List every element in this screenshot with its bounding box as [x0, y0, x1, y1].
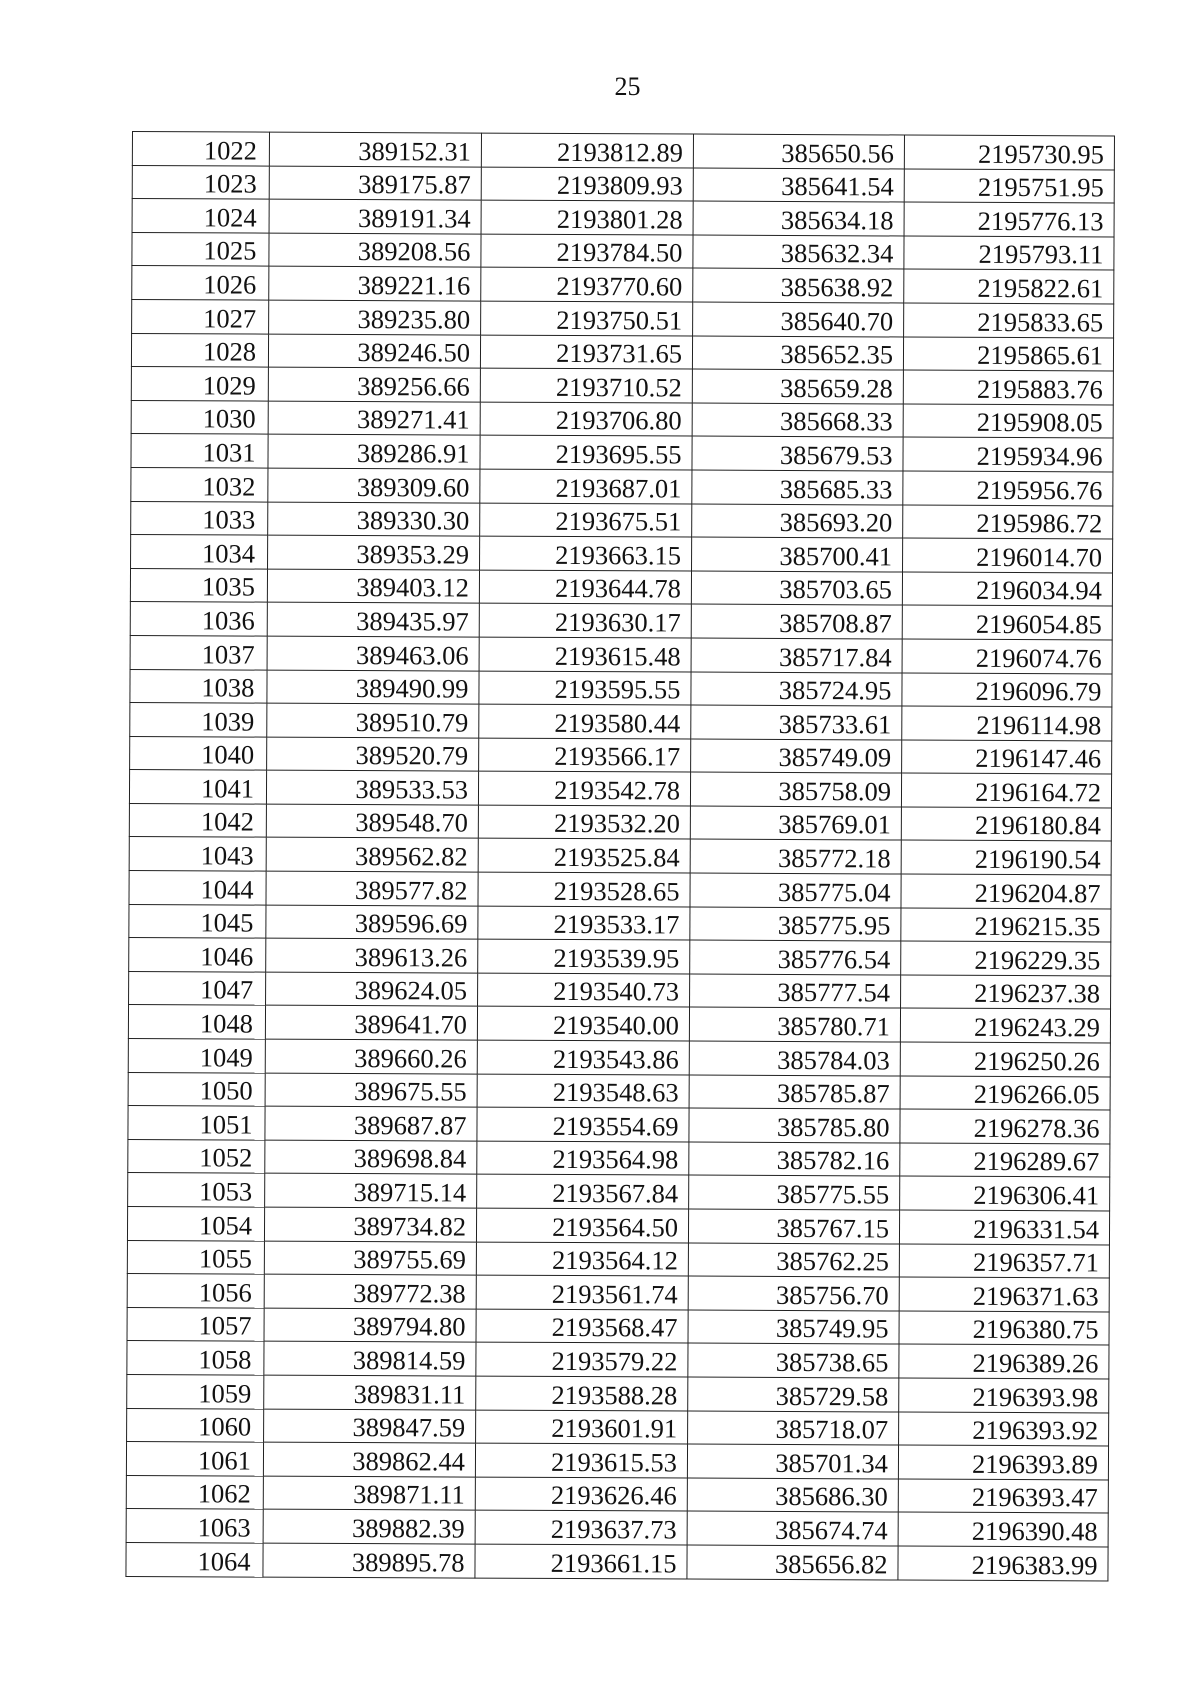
table-row [129, 971, 1111, 1009]
table-row [131, 501, 1113, 539]
x2-cell: 385780.71 [689, 1007, 900, 1042]
y1-cell: 2193564.98 [477, 1141, 689, 1176]
x2-cell: 385640.70 [693, 302, 904, 337]
table-row [131, 367, 1113, 405]
y1-cell: 2193566.17 [479, 738, 691, 773]
x1-cell: 389510.79 [267, 703, 479, 738]
x1-cell: 389871.11 [263, 1476, 475, 1511]
y2-cell: 2196237.38 [901, 975, 1111, 1010]
table-row [128, 1106, 1110, 1144]
table-row [129, 803, 1111, 841]
x2-cell: 385703.65 [691, 571, 902, 606]
x2-cell: 385749.95 [688, 1310, 899, 1345]
point-number-cell: 1064 [126, 1542, 263, 1576]
x2-cell: 385767.15 [688, 1209, 899, 1244]
point-number-cell: 1058 [127, 1341, 264, 1375]
x1-cell: 389862.44 [263, 1442, 475, 1477]
y2-cell: 2196289.67 [900, 1143, 1110, 1178]
x2-cell: 385638.92 [693, 268, 904, 303]
x1-cell: 389435.97 [267, 602, 479, 637]
x1-cell: 389490.99 [267, 670, 479, 705]
y2-cell: 2196096.79 [902, 672, 1112, 707]
y2-cell: 2195934.96 [903, 437, 1113, 472]
table-row [128, 1139, 1110, 1177]
table-row [129, 938, 1111, 976]
y2-cell: 2196371.63 [899, 1277, 1109, 1312]
y1-cell: 2193532.20 [478, 805, 690, 840]
table-row [127, 1206, 1109, 1244]
point-number-cell: 1041 [129, 770, 266, 804]
y1-cell: 2193615.48 [479, 637, 691, 672]
table-row [130, 602, 1112, 640]
table-row [131, 400, 1113, 438]
y2-cell: 2196164.72 [901, 773, 1111, 808]
point-number-cell: 1057 [127, 1307, 264, 1341]
table-row [126, 1475, 1108, 1513]
point-number-cell: 1038 [130, 669, 267, 703]
y1-cell: 2193615.53 [475, 1443, 687, 1478]
y1-cell: 2193564.50 [476, 1208, 688, 1243]
y1-cell: 2193533.17 [478, 906, 690, 941]
x2-cell: 385784.03 [689, 1041, 900, 1076]
point-number-cell: 1044 [129, 871, 266, 905]
y2-cell: 2196383.99 [898, 1546, 1108, 1581]
y2-cell: 2195730.95 [904, 135, 1114, 170]
table-row [126, 1509, 1108, 1547]
y1-cell: 2193540.73 [478, 973, 690, 1008]
point-number-cell: 1027 [132, 299, 269, 333]
x2-cell: 385749.09 [691, 739, 902, 774]
table-row [127, 1274, 1109, 1312]
y2-cell: 2195883.76 [903, 370, 1113, 405]
y1-cell: 2193525.84 [478, 839, 690, 874]
y2-cell: 2195751.95 [904, 169, 1114, 204]
y2-cell: 2196114.98 [902, 706, 1112, 741]
x2-cell: 385769.01 [690, 806, 901, 841]
table-row [127, 1341, 1109, 1379]
x2-cell: 385632.34 [693, 235, 904, 270]
point-number-cell: 1030 [131, 400, 268, 434]
point-number-cell: 1054 [127, 1206, 264, 1240]
point-number-cell: 1060 [127, 1408, 264, 1442]
x2-cell: 385717.84 [691, 638, 902, 673]
x2-cell: 385641.54 [693, 168, 904, 203]
x1-cell: 389687.87 [265, 1106, 477, 1141]
y1-cell: 2193568.47 [476, 1309, 688, 1344]
y1-cell: 2193595.55 [479, 671, 691, 706]
x2-cell: 385668.33 [692, 403, 903, 438]
y2-cell: 2196380.75 [899, 1311, 1109, 1346]
y2-cell: 2196393.47 [898, 1479, 1108, 1514]
y2-cell: 2196278.36 [900, 1109, 1110, 1144]
y1-cell: 2193809.93 [481, 167, 693, 202]
y1-cell: 2193564.12 [476, 1242, 688, 1277]
y1-cell: 2193626.46 [475, 1477, 687, 1512]
point-number-cell: 1034 [131, 535, 268, 569]
x1-cell: 389191.34 [269, 199, 481, 234]
y2-cell: 2196054.85 [902, 605, 1112, 640]
point-number-cell: 1032 [131, 467, 268, 501]
y1-cell: 2193554.69 [477, 1107, 689, 1142]
point-number-cell: 1039 [130, 703, 267, 737]
y2-cell: 2196331.54 [899, 1210, 1109, 1245]
table-row [130, 736, 1112, 774]
x1-cell: 389624.05 [266, 972, 478, 1007]
point-number-cell: 1029 [131, 367, 268, 401]
page-number: 25 [614, 72, 641, 101]
x1-cell: 389641.70 [265, 1006, 477, 1041]
y2-cell: 2196306.41 [900, 1176, 1110, 1211]
x2-cell: 385729.58 [688, 1377, 899, 1412]
y2-cell: 2196074.76 [902, 639, 1112, 674]
x1-cell: 389353.29 [268, 535, 480, 570]
x1-cell: 389208.56 [269, 233, 481, 268]
y2-cell: 2196390.48 [898, 1512, 1108, 1547]
point-number-cell: 1023 [132, 165, 269, 199]
y2-cell: 2196250.26 [900, 1042, 1110, 1077]
x1-cell: 389533.53 [266, 770, 478, 805]
y1-cell: 2193567.84 [477, 1174, 689, 1209]
x2-cell: 385775.55 [689, 1175, 900, 1210]
y1-cell: 2193539.95 [478, 939, 690, 974]
x1-cell: 389221.16 [269, 266, 481, 301]
x2-cell: 385762.25 [688, 1243, 899, 1278]
x2-cell: 385686.30 [687, 1478, 898, 1513]
y1-cell: 2193710.52 [480, 368, 692, 403]
x1-cell: 389235.80 [269, 300, 481, 335]
point-number-cell: 1050 [128, 1072, 265, 1106]
y1-cell: 2193695.55 [480, 435, 692, 470]
x2-cell: 385634.18 [693, 201, 904, 236]
table-row [131, 467, 1113, 505]
table-row [131, 434, 1113, 472]
y1-cell: 2193750.51 [481, 301, 693, 336]
x1-cell: 389814.59 [264, 1341, 476, 1376]
y1-cell: 2193706.80 [480, 402, 692, 437]
y2-cell: 2196190.54 [901, 840, 1111, 875]
x2-cell: 385756.70 [688, 1276, 899, 1311]
x1-cell: 389772.38 [264, 1274, 476, 1309]
y1-cell: 2193801.28 [481, 200, 693, 235]
x2-cell: 385674.74 [687, 1511, 898, 1546]
x1-cell: 389246.50 [268, 334, 480, 369]
y1-cell: 2193579.22 [476, 1342, 688, 1377]
y2-cell: 2196357.71 [899, 1244, 1109, 1279]
x2-cell: 385775.04 [690, 873, 901, 908]
point-number-cell: 1052 [128, 1139, 265, 1173]
point-number-cell: 1059 [127, 1374, 264, 1408]
x2-cell: 385772.18 [690, 840, 901, 875]
table-row [130, 669, 1112, 707]
x2-cell: 385782.16 [689, 1142, 900, 1177]
y1-cell: 2193812.89 [481, 133, 693, 168]
y1-cell: 2193731.65 [480, 335, 692, 370]
y1-cell: 2193540.00 [477, 1007, 689, 1042]
point-number-cell: 1049 [128, 1039, 265, 1073]
y1-cell: 2193661.15 [475, 1544, 687, 1579]
point-number-cell: 1042 [129, 803, 266, 837]
x1-cell: 389698.84 [265, 1140, 477, 1175]
point-number-cell: 1061 [126, 1442, 263, 1476]
y2-cell: 2196393.98 [899, 1378, 1109, 1413]
table-row [129, 871, 1111, 909]
coordinate-table-body [126, 132, 1115, 1581]
y2-cell: 2196393.89 [898, 1445, 1108, 1480]
x2-cell: 385693.20 [692, 504, 903, 539]
table-row [132, 199, 1114, 237]
y2-cell: 2195793.11 [904, 236, 1114, 271]
x1-cell: 389613.26 [266, 938, 478, 973]
y1-cell: 2193528.65 [478, 872, 690, 907]
table-row [129, 904, 1111, 942]
x1-cell: 389660.26 [265, 1039, 477, 1074]
point-number-cell: 1047 [129, 971, 266, 1005]
table-row [132, 132, 1114, 170]
y1-cell: 2193663.15 [480, 536, 692, 571]
point-number-cell: 1053 [128, 1173, 265, 1207]
x2-cell: 385708.87 [691, 604, 902, 639]
x1-cell: 389309.60 [268, 468, 480, 503]
y1-cell: 2193675.51 [480, 503, 692, 538]
table-row [128, 1005, 1110, 1043]
y1-cell: 2193630.17 [479, 603, 691, 638]
point-number-cell: 1055 [127, 1240, 264, 1274]
table-row [132, 299, 1114, 337]
table-row [129, 770, 1111, 808]
y2-cell: 2195776.13 [904, 202, 1114, 237]
x1-cell: 389755.69 [264, 1241, 476, 1276]
x2-cell: 385733.61 [691, 705, 902, 740]
table-row [127, 1240, 1109, 1278]
point-number-cell: 1025 [132, 232, 269, 266]
y1-cell: 2193644.78 [479, 570, 691, 605]
x1-cell: 389175.87 [269, 166, 481, 201]
y1-cell: 2193637.73 [475, 1510, 687, 1545]
y2-cell: 2195865.61 [903, 337, 1113, 372]
y2-cell: 2196266.05 [900, 1076, 1110, 1111]
table-row [131, 535, 1113, 573]
x1-cell: 389463.06 [267, 636, 479, 671]
y2-cell: 2196393.92 [899, 1412, 1109, 1447]
point-number-cell: 1045 [129, 904, 266, 938]
x1-cell: 389847.59 [264, 1409, 476, 1444]
table-row [130, 568, 1112, 606]
table-row [128, 1173, 1110, 1211]
table-row [127, 1307, 1109, 1345]
y2-cell: 2196014.70 [903, 538, 1113, 573]
x1-cell: 389256.66 [268, 367, 480, 402]
x1-cell: 389330.30 [268, 502, 480, 537]
y1-cell: 2193561.74 [476, 1275, 688, 1310]
x1-cell: 389895.78 [263, 1543, 475, 1578]
x2-cell: 385652.35 [692, 336, 903, 371]
y2-cell: 2196243.29 [900, 1008, 1110, 1043]
point-number-cell: 1063 [126, 1509, 263, 1543]
x2-cell: 385777.54 [690, 974, 901, 1009]
point-number-cell: 1046 [129, 938, 266, 972]
table-row [126, 1442, 1108, 1480]
x2-cell: 385656.82 [687, 1545, 898, 1580]
y1-cell: 2193770.60 [481, 267, 693, 302]
table-row [131, 333, 1113, 371]
y2-cell: 2195833.65 [904, 303, 1114, 338]
point-number-cell: 1036 [130, 602, 267, 636]
point-number-cell: 1024 [132, 199, 269, 233]
x1-cell: 389548.70 [266, 804, 478, 839]
x1-cell: 389562.82 [266, 838, 478, 873]
point-number-cell: 1056 [127, 1274, 264, 1308]
y2-cell: 2196180.84 [901, 807, 1111, 842]
x1-cell: 389794.80 [264, 1308, 476, 1343]
x1-cell: 389882.39 [263, 1509, 475, 1544]
point-number-cell: 1037 [130, 635, 267, 669]
y1-cell: 2193601.91 [476, 1410, 688, 1445]
x2-cell: 385701.34 [687, 1444, 898, 1479]
table-row [126, 1542, 1108, 1580]
x1-cell: 389271.41 [268, 401, 480, 436]
y1-cell: 2193588.28 [476, 1376, 688, 1411]
point-number-cell: 1031 [131, 434, 268, 468]
table-row [132, 165, 1114, 203]
x2-cell: 385775.95 [690, 907, 901, 942]
table-row [132, 266, 1114, 304]
y1-cell: 2193687.01 [480, 469, 692, 504]
y1-cell: 2193580.44 [479, 704, 691, 739]
x2-cell: 385700.41 [692, 537, 903, 572]
x2-cell: 385679.53 [692, 436, 903, 471]
point-number-cell: 1028 [131, 333, 268, 367]
point-number-cell: 1048 [128, 1005, 265, 1039]
point-number-cell: 1043 [129, 837, 266, 871]
table-row [132, 232, 1114, 270]
x2-cell: 385785.87 [689, 1075, 900, 1110]
x1-cell: 389152.31 [269, 132, 481, 167]
x2-cell: 385738.65 [688, 1343, 899, 1378]
y2-cell: 2196389.26 [899, 1344, 1109, 1379]
x1-cell: 389520.79 [267, 737, 479, 772]
y1-cell: 2193542.78 [478, 771, 690, 806]
point-number-cell: 1051 [128, 1106, 265, 1140]
x2-cell: 385758.09 [690, 772, 901, 807]
table-row [130, 635, 1112, 673]
point-number-cell: 1035 [130, 568, 267, 602]
x1-cell: 389734.82 [264, 1207, 476, 1242]
table-row [127, 1374, 1109, 1412]
x2-cell: 385659.28 [692, 369, 903, 404]
point-number-cell: 1022 [132, 132, 269, 166]
y1-cell: 2193543.86 [477, 1040, 689, 1075]
table-row [127, 1408, 1109, 1446]
point-number-cell: 1033 [131, 501, 268, 535]
x1-cell: 389715.14 [265, 1174, 477, 1209]
y1-cell: 2193784.50 [481, 234, 693, 269]
x1-cell: 389403.12 [267, 569, 479, 604]
x1-cell: 389577.82 [266, 871, 478, 906]
point-number-cell: 1026 [132, 266, 269, 300]
y2-cell: 2195908.05 [903, 404, 1113, 439]
y2-cell: 2196034.94 [902, 572, 1112, 607]
point-number-cell: 1062 [126, 1475, 263, 1509]
point-number-cell: 1040 [130, 736, 267, 770]
y2-cell: 2196229.35 [901, 941, 1111, 976]
y2-cell: 2195986.72 [903, 505, 1113, 540]
y1-cell: 2193548.63 [477, 1074, 689, 1109]
x2-cell: 385776.54 [690, 940, 901, 975]
y2-cell: 2195956.76 [903, 471, 1113, 506]
x1-cell: 389286.91 [268, 434, 480, 469]
y2-cell: 2196147.46 [902, 740, 1112, 775]
x2-cell: 385650.56 [693, 134, 904, 169]
x2-cell: 385718.07 [688, 1411, 899, 1446]
y2-cell: 2195822.61 [904, 269, 1114, 304]
x1-cell: 389675.55 [265, 1073, 477, 1108]
x2-cell: 385685.33 [692, 470, 903, 505]
y2-cell: 2196215.35 [901, 908, 1111, 943]
table-row [128, 1039, 1110, 1077]
x1-cell: 389831.11 [264, 1375, 476, 1410]
coordinate-table [125, 131, 1115, 1581]
x2-cell: 385724.95 [691, 672, 902, 707]
table-row [128, 1072, 1110, 1110]
table-row [130, 703, 1112, 741]
table-row [129, 837, 1111, 875]
y2-cell: 2196204.87 [901, 874, 1111, 909]
x2-cell: 385785.80 [689, 1108, 900, 1143]
x1-cell: 389596.69 [266, 905, 478, 940]
